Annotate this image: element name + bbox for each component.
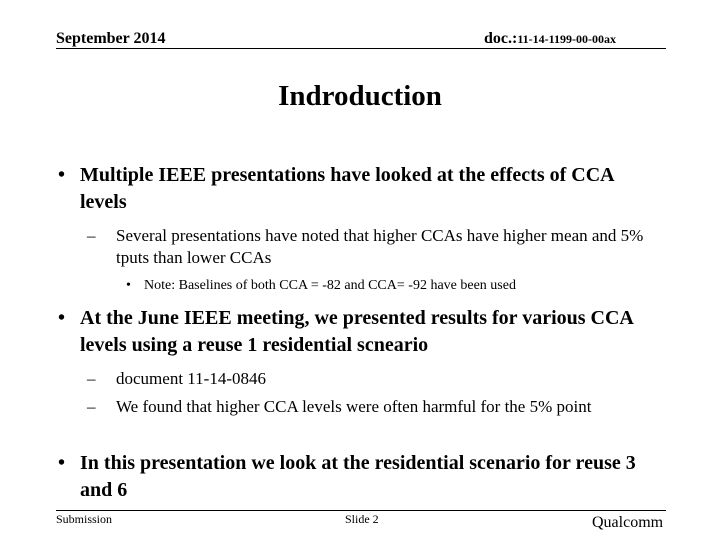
header-date: September 2014 — [56, 30, 166, 47]
header-doc-prefix: doc.: — [484, 30, 518, 47]
bullet-text: Multiple IEEE presentations have looked at the effects of CCA levels — [80, 164, 614, 213]
header-doc-id — [484, 30, 616, 48]
sub-bullet-text: document 11-14-0846 — [116, 369, 266, 388]
sub-bullet-1-1 — [87, 225, 647, 269]
bullet-1 — [58, 162, 658, 216]
slide-title: Indroduction — [278, 80, 442, 112]
header-doc-number: 11-14-1199-00-00ax — [517, 32, 616, 46]
sub-bullet-text: We found that higher CCA levels were often harmful for the 5% point — [116, 397, 592, 416]
bullet-marker: • — [58, 164, 66, 186]
sub-bullet-2-1 — [87, 368, 647, 390]
sub-sub-bullet-marker: • — [126, 278, 131, 293]
sub-bullet-marker: – — [87, 369, 96, 388]
footer-company: Qualcomm — [592, 514, 664, 531]
bullet-text: At the June IEEE meeting, we presented results for various CCA levels using a reuse 1 residential scneario — [80, 307, 633, 356]
sub-bullet-marker: – — [87, 397, 96, 416]
sub-sub-bullet-1-1-1 — [126, 277, 666, 295]
sub-bullet-text: Several presentations have noted that higher CCAs have higher mean and 5% tputs than lower CCAs — [116, 226, 644, 267]
footer-submission: Submission — [56, 512, 113, 526]
bullet-2 — [58, 305, 658, 359]
header-divider — [56, 48, 666, 49]
sub-bullet-2-2 — [87, 396, 647, 418]
footer-slide-number: Slide 2 — [345, 512, 379, 526]
bullet-marker: • — [58, 452, 66, 474]
sub-sub-bullet-text: Note: Baselines of both CCA = -82 and CCA= -92 have been used — [144, 278, 516, 293]
bullet-marker: • — [58, 307, 66, 329]
bullet-text: In this presentation we look at the residential scenario for reuse 3 and 6 — [80, 452, 636, 501]
sub-bullet-marker: – — [87, 226, 96, 245]
bullet-3 — [58, 450, 658, 504]
footer-divider — [56, 510, 666, 511]
